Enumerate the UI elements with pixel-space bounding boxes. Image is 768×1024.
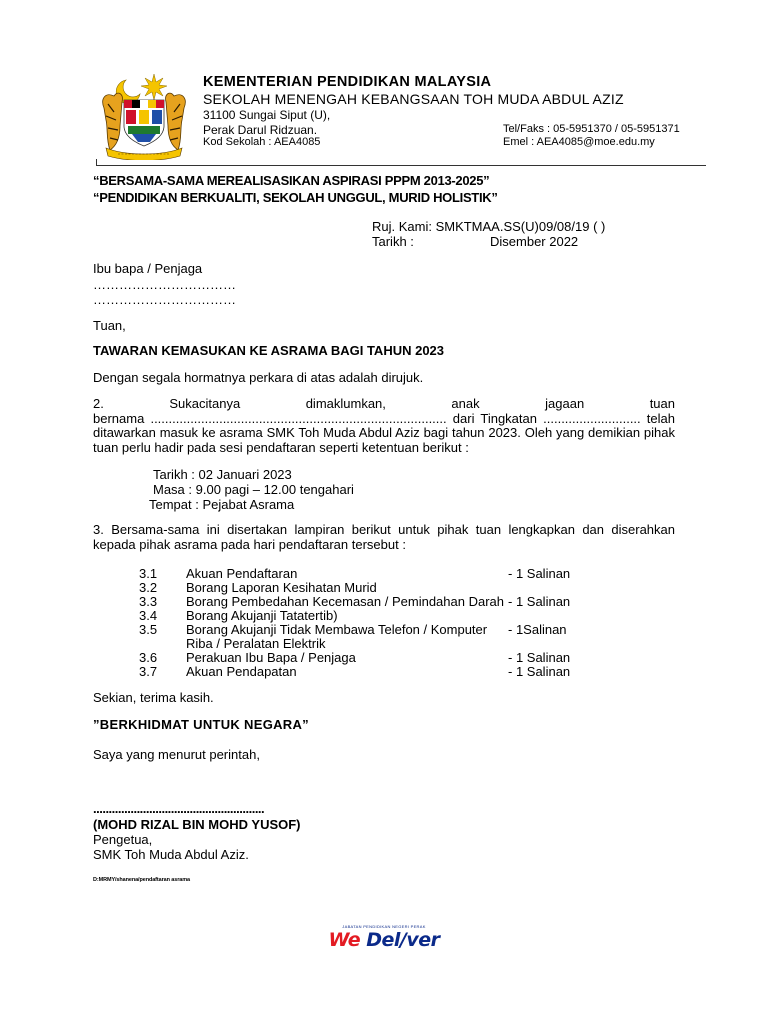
signature-line: .......................................................	[93, 801, 265, 816]
paragraph-3	[93, 523, 675, 552]
attachment-text: Borang Pembedahan Kecemasan / Pemindahan Darah	[186, 594, 504, 609]
slogan-line-1: “BERSAMA-SAMA MEREALISASIKAN ASPIRASI PPPM 2013-2025”	[93, 173, 490, 188]
logo-we: We	[328, 929, 361, 951]
paragraph-3-line-1: 3. Bersama-sama ini disertakan lampiran berikut untuk pihak tuan lengkapkan dan diserahkan	[93, 522, 675, 537]
attachment-text-continued: Riba / Peralatan Elektrik	[186, 636, 326, 651]
motto: ”BERKHIDMAT UNTUK NEGARA”	[93, 717, 309, 732]
email: Emel : AEA4085@moe.edu.my	[503, 136, 655, 148]
slogan-line-2: “PENDIDIKAN BERKUALITI, SEKOLAH UNGGUL, MURID HOLISTIK”	[93, 190, 498, 205]
paragraph-2-line-2: bernama .................................................................................. dari Tingkatan ........................... telah	[93, 410, 675, 426]
attachment-number: 3.2	[139, 580, 158, 595]
school-code: Kod Sekolah : AEA4085	[203, 136, 321, 148]
detail-date: Tarikh : 02 Januari 2023	[153, 467, 292, 482]
date-value: Disember 2022	[490, 234, 579, 249]
we-deliver-logo	[313, 924, 455, 950]
paragraph-3-line-2: kepada pihak asrama pada hari pendaftaran tersebut :	[93, 536, 406, 552]
recipient-label: Ibu bapa / Penjaga	[93, 261, 203, 276]
attachment-qty: - 1 Salinan	[508, 594, 571, 609]
logo-wordmark	[313, 929, 455, 951]
principal-title: Pengetua,	[93, 832, 153, 847]
paragraph-2-line-4: tuan perlu hadir pada sesi pendaftaran seperti ketentuan berikut :	[93, 439, 469, 455]
attachment-number: 3.6	[139, 650, 158, 665]
attachment-qty: - 1 Salinan	[508, 566, 571, 581]
paragraph-2	[93, 397, 675, 455]
closing: Sekian, terima kasih.	[93, 690, 214, 705]
reference-number: Ruj. Kami: SMKTMAA.SS(U)09/08/19 ( )	[372, 219, 606, 234]
date-label: Tarikh :	[372, 234, 414, 249]
attachment-text: Borang Akujanji Tidak Membawa Telefon / Komputer	[186, 622, 488, 637]
paragraph-2-line-3: ditawarkan masuk ke asrama SMK Toh Muda Abdul Aziz bagi tahun 2023. Oleh yang demikian pihak	[93, 425, 675, 440]
attachment-text: Borang Laporan Kesihatan Murid	[186, 580, 377, 595]
attachment-text: Perakuan Ibu Bapa / Penjaga	[186, 650, 356, 665]
attachment-qty: - 1Salinan	[508, 622, 567, 637]
paragraph-2-line-1: 2. Sukacitanya dimaklumkan, anak jagaan tuan	[93, 396, 675, 411]
principal-name: (MOHD RIZAL BIN MOHD YUSOF)	[93, 817, 301, 832]
logo-department-text: JABATAN PENDIDIKAN NEGERI PERAK	[342, 924, 426, 929]
malaysia-coat-of-arms-icon	[96, 68, 192, 160]
logo-deliver: Del/ver	[360, 929, 440, 951]
attachment-number: 3.1	[139, 566, 158, 581]
file-reference: D:MRMY/shanena/pendaftaran asrama	[93, 877, 190, 883]
attachment-qty: - 1 Salinan	[508, 650, 571, 665]
opening-paragraph: Dengan segala hormatnya perkara di atas adalah dirujuk.	[93, 370, 424, 385]
salutation: Tuan,	[93, 318, 126, 333]
address-line-1: 31100 Sungai Siput (U),	[203, 108, 331, 122]
principal-organization: SMK Toh Muda Abdul Aziz.	[93, 847, 249, 862]
attachment-number: 3.3	[139, 594, 158, 609]
ministry-name: KEMENTERIAN PENDIDIKAN MALAYSIA	[203, 74, 492, 90]
attachment-qty: - 1 Salinan	[508, 664, 571, 679]
attachment-text: Akuan Pendapatan	[186, 664, 297, 679]
detail-place: Tempat : Pejabat Asrama	[149, 497, 295, 512]
letter-subject: TAWARAN KEMASUKAN KE ASRAMA BAGI TAHUN 2023	[93, 343, 445, 358]
recipient-dots-1: ……………………………	[93, 277, 236, 292]
address-line-2: Perak Darul Ridzuan.	[203, 123, 318, 137]
header-divider-tick	[96, 159, 101, 165]
attachment-text: Akuan Pendaftaran	[186, 566, 298, 581]
obedient-line: Saya yang menurut perintah,	[93, 747, 260, 762]
recipient-dots-2: ……………………………	[93, 292, 236, 307]
school-name: SEKOLAH MENENGAH KEBANGSAAN TOH MUDA ABDUL AZIZ	[203, 91, 624, 107]
detail-time: Masa : 9.00 pagi – 12.00 tengahari	[153, 482, 354, 497]
header-divider	[96, 165, 706, 166]
attachment-number: 3.4	[139, 608, 158, 623]
attachment-text: Borang Akujanji Tatatertib)	[186, 608, 338, 623]
tel-fax: Tel/Faks : 05-5951370 / 05-5951371	[503, 123, 680, 135]
attachment-number: 3.7	[139, 664, 158, 679]
attachment-number: 3.5	[139, 622, 158, 637]
